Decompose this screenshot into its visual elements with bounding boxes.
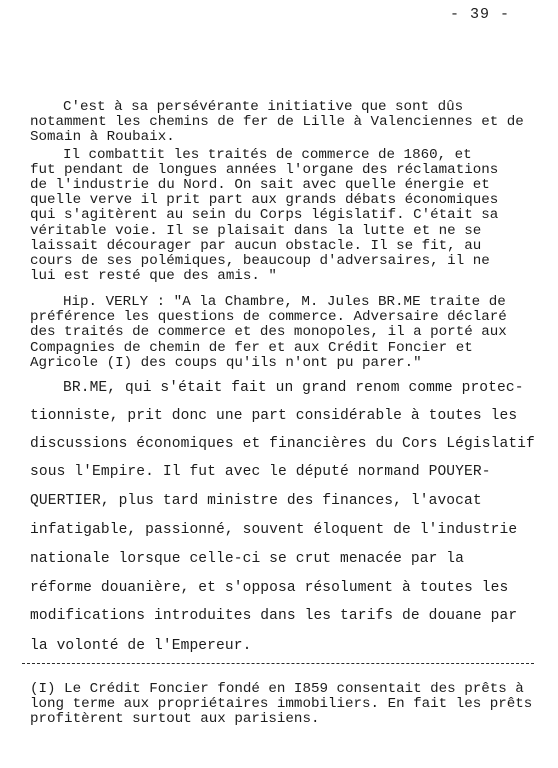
body-line: nationale lorsque celle-ci se crut menacée par la <box>30 551 465 567</box>
body-line: discussions économiques et financières du Cors Législatif <box>30 436 535 452</box>
footnote-line: long terme aux propriétaires immobiliers. En fait les prêts <box>30 696 533 712</box>
quote-2-line: Hip. VERLY : "A la Chambre, M. Jules BR.ME traite de <box>63 294 506 310</box>
quote-2-line: préférence les questions de commerce. Adversaire déclaré <box>30 309 507 325</box>
quote-1-line: cours de ses polémiques, beaucoup d'adversaires, il ne <box>30 253 490 269</box>
body-line: réforme douanière, et s'opposa résolument à toutes les <box>30 580 509 596</box>
quote-2-line: Agricole (I) des coups qu'ils n'ont pu parer." <box>30 355 422 371</box>
quote-1-line: laissait décourager par aucun obstacle. Il se fit, au <box>30 238 482 254</box>
page-number: - 39 - <box>450 6 511 23</box>
quote-1-line: de l'industrie du Nord. On sait avec quelle énergie et <box>30 177 490 193</box>
quote-1-line: C'est à sa persévérante initiative que sont dûs <box>63 99 464 115</box>
footnote-line: (I) Le Crédit Foncier fondé en I859 consentait des prêts à <box>30 681 524 697</box>
quote-1-line: lui est resté que des amis. " <box>30 268 277 284</box>
quote-2-line: des traités de commerce et des monopoles, il a porté aux <box>30 324 507 340</box>
quote-1-line: fut pendant de longues années l'organe des réclamations <box>30 162 499 178</box>
body-line: infatigable, passionné, souvent éloquent de l'industrie <box>30 522 518 538</box>
body-line: la volonté de l'Empereur. <box>30 638 252 654</box>
body-line: QUERTIER, plus tard ministre des finances, l'avocat <box>30 493 482 509</box>
footnote-line: profitèrent surtout aux parisiens. <box>30 711 320 727</box>
body-line: BR.ME, qui s'était fait un grand renom comme protec- <box>63 380 524 396</box>
quote-1-line: Il combattit les traités de commerce de 1860, et <box>63 147 472 163</box>
quote-1-line: quelle verve il prit part aux grands débats économiques <box>30 192 499 208</box>
quote-1-line: notamment les chemins de fer de Lille à Valenciennes et de <box>30 114 524 130</box>
footnote-separator <box>22 663 534 664</box>
quote-1-line: Somain à Roubaix. <box>30 129 175 145</box>
quote-1-line: qui s'agitèrent au sein du Corps législatif. C'était sa <box>30 207 499 223</box>
body-line: sous l'Empire. Il fut avec le député normand POUYER- <box>30 464 491 480</box>
body-line: modifications introduites dans les tarifs de douane par <box>30 608 518 624</box>
quote-1-line: véritable voie. Il se plaisait dans la lutte et ne se <box>30 223 482 239</box>
body-line: tionniste, prit donc une part considérable à toutes les <box>30 408 518 424</box>
quote-2-line: Compagnies de chemin de fer et aux Crédit Foncier et <box>30 340 473 356</box>
